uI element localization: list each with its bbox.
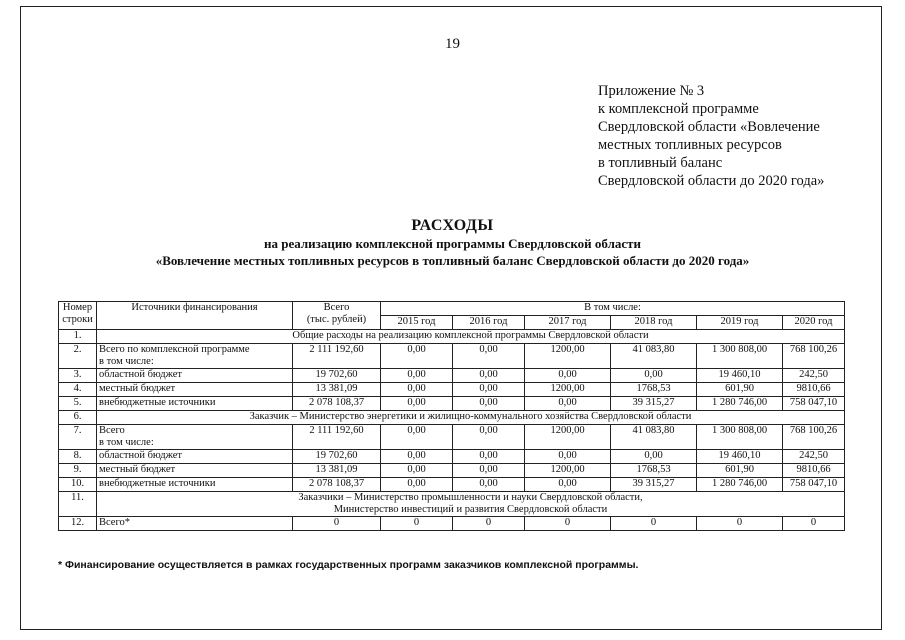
header-year: 2019 год	[697, 316, 783, 330]
value-cell: 242,50	[783, 450, 845, 464]
value-cell: 601,90	[697, 383, 783, 397]
total-cell: 0	[293, 517, 381, 531]
appendix-line: Приложение № 3	[598, 83, 705, 99]
row-number: 3.	[59, 369, 97, 383]
source-cell	[97, 425, 293, 450]
row-number: 7.	[59, 425, 97, 450]
table-row	[59, 369, 845, 383]
source-cell: Всего*	[97, 517, 293, 531]
value-cell: 0	[697, 517, 783, 531]
source-cell: местный бюджет	[97, 464, 293, 478]
table-row	[59, 450, 845, 464]
header-source: Источники финансирования	[97, 302, 293, 330]
source-cell: местный бюджет	[97, 383, 293, 397]
source-label: Всего	[99, 425, 125, 436]
total-cell: 19 702,60	[293, 369, 381, 383]
value-cell: 0,00	[381, 464, 453, 478]
table-row	[59, 425, 845, 450]
value-cell: 758 047,10	[783, 478, 845, 492]
source-cell: внебюджетные источники	[97, 397, 293, 411]
financing-table	[58, 301, 845, 531]
value-cell: 1200,00	[525, 344, 611, 369]
row-number: 12.	[59, 517, 97, 531]
value-cell: 768 100,26	[783, 344, 845, 369]
total-cell: 13 381,09	[293, 383, 381, 397]
table-row	[59, 478, 845, 492]
title-subtitle: «Вовлечение местных топливных ресурсов в топливный баланс Свердловской области до 2020 года»	[155, 253, 750, 268]
row-number: 2.	[59, 344, 97, 369]
header-year: 2016 год	[453, 316, 525, 330]
value-cell: 0	[453, 517, 525, 531]
value-cell: 0,00	[453, 425, 525, 450]
section-title: Заказчик – Министерство энергетики и жилищно-коммунального хозяйства Свердловской области	[97, 411, 845, 425]
header-label: Номер	[62, 302, 93, 313]
value-cell: 1200,00	[525, 383, 611, 397]
header-label: строки	[62, 314, 93, 325]
value-cell: 0,00	[381, 344, 453, 369]
appendix-note	[598, 82, 824, 190]
section-title-line: Заказчики – Министерство промышленности и науки Свердловской области,	[298, 492, 643, 503]
value-cell: 0,00	[453, 344, 525, 369]
value-cell: 0,00	[381, 478, 453, 492]
value-cell: 758 047,10	[783, 397, 845, 411]
value-cell: 0,00	[381, 397, 453, 411]
total-cell: 2 078 108,37	[293, 478, 381, 492]
value-cell: 0,00	[525, 397, 611, 411]
source-cell	[97, 344, 293, 369]
header-label: (тыс. рублей)	[306, 314, 367, 325]
footnote: * Финансирование осуществляется в рамках государственных программ заказчиков комплексной программы.	[58, 559, 639, 571]
source-cell: областной бюджет	[97, 450, 293, 464]
row-number: 8.	[59, 450, 97, 464]
value-cell: 0	[611, 517, 697, 531]
value-cell: 19 460,10	[697, 450, 783, 464]
value-cell: 0,00	[381, 425, 453, 450]
row-number: 11.	[59, 492, 97, 517]
value-cell: 0,00	[453, 383, 525, 397]
value-cell: 1 300 808,00	[697, 344, 783, 369]
appendix-line: Свердловской области до 2020 года»	[598, 173, 825, 189]
value-cell: 39 315,27	[611, 397, 697, 411]
value-cell: 1200,00	[525, 464, 611, 478]
source-cell: областной бюджет	[97, 369, 293, 383]
header-year: 2015 год	[381, 316, 453, 330]
value-cell: 0,00	[381, 450, 453, 464]
appendix-line: в топливный баланс	[598, 155, 723, 171]
appendix-line: местных топливных ресурсов	[598, 137, 782, 153]
value-cell: 1 280 746,00	[697, 478, 783, 492]
value-cell: 0,00	[611, 450, 697, 464]
table-section-row	[59, 330, 845, 344]
header-year: 2020 год	[783, 316, 845, 330]
header-year: 2017 год	[525, 316, 611, 330]
value-cell: 601,90	[697, 464, 783, 478]
value-cell: 0,00	[381, 383, 453, 397]
row-number: 5.	[59, 397, 97, 411]
value-cell: 0,00	[525, 450, 611, 464]
page-number: 19	[445, 36, 460, 52]
value-cell: 0,00	[611, 369, 697, 383]
value-cell: 0,00	[453, 478, 525, 492]
document-title	[0, 216, 905, 269]
table-section-row	[59, 411, 845, 425]
source-cell: внебюджетные источники	[97, 478, 293, 492]
value-cell: 1200,00	[525, 425, 611, 450]
header-row-number	[59, 302, 97, 330]
value-cell: 1 280 746,00	[697, 397, 783, 411]
value-cell: 41 083,80	[611, 344, 697, 369]
appendix-line: к комплексной программе	[598, 101, 759, 117]
header-label: Всего	[323, 302, 350, 313]
header-year: 2018 год	[611, 316, 697, 330]
title-main: РАСХОДЫ	[411, 217, 494, 234]
value-cell: 0	[381, 517, 453, 531]
value-cell: 1768,53	[611, 464, 697, 478]
section-title: Общие расходы на реализацию комплексной программы Свердловской области	[97, 330, 845, 344]
value-cell: 39 315,27	[611, 478, 697, 492]
source-label: в том числе:	[99, 437, 154, 448]
header-total	[293, 302, 381, 330]
row-number: 10.	[59, 478, 97, 492]
total-cell: 2 111 192,60	[293, 425, 381, 450]
table-row	[59, 464, 845, 478]
value-cell: 768 100,26	[783, 425, 845, 450]
title-subtitle: на реализацию комплексной программы Свердловской области	[263, 236, 642, 251]
table-row	[59, 344, 845, 369]
table-row	[59, 517, 845, 531]
row-number: 4.	[59, 383, 97, 397]
value-cell: 0,00	[525, 369, 611, 383]
source-label: Всего по комплексной программе	[99, 344, 250, 355]
appendix-line: Свердловской области «Вовлечение	[598, 119, 820, 135]
value-cell: 0,00	[525, 478, 611, 492]
value-cell: 0,00	[453, 369, 525, 383]
row-number: 6.	[59, 411, 97, 425]
value-cell: 0,00	[453, 397, 525, 411]
row-number: 9.	[59, 464, 97, 478]
total-cell: 13 381,09	[293, 464, 381, 478]
table-header-row	[59, 302, 845, 316]
value-cell: 9810,66	[783, 464, 845, 478]
value-cell: 1768,53	[611, 383, 697, 397]
header-including: В том числе:	[381, 302, 845, 316]
total-cell: 19 702,60	[293, 450, 381, 464]
value-cell: 9810,66	[783, 383, 845, 397]
table-section-row	[59, 492, 845, 517]
table-row	[59, 383, 845, 397]
value-cell: 0,00	[381, 369, 453, 383]
total-cell: 2 078 108,37	[293, 397, 381, 411]
section-title-line: Министерство инвестиций и развития Свердловской области	[333, 504, 608, 515]
value-cell: 1 300 808,00	[697, 425, 783, 450]
value-cell: 242,50	[783, 369, 845, 383]
total-cell: 2 111 192,60	[293, 344, 381, 369]
value-cell: 0,00	[453, 450, 525, 464]
row-number: 1.	[59, 330, 97, 344]
value-cell: 19 460,10	[697, 369, 783, 383]
source-label: в том числе:	[99, 356, 154, 367]
value-cell: 0	[783, 517, 845, 531]
value-cell: 0,00	[453, 464, 525, 478]
section-title	[97, 492, 845, 517]
table-row	[59, 397, 845, 411]
value-cell: 0	[525, 517, 611, 531]
value-cell: 41 083,80	[611, 425, 697, 450]
